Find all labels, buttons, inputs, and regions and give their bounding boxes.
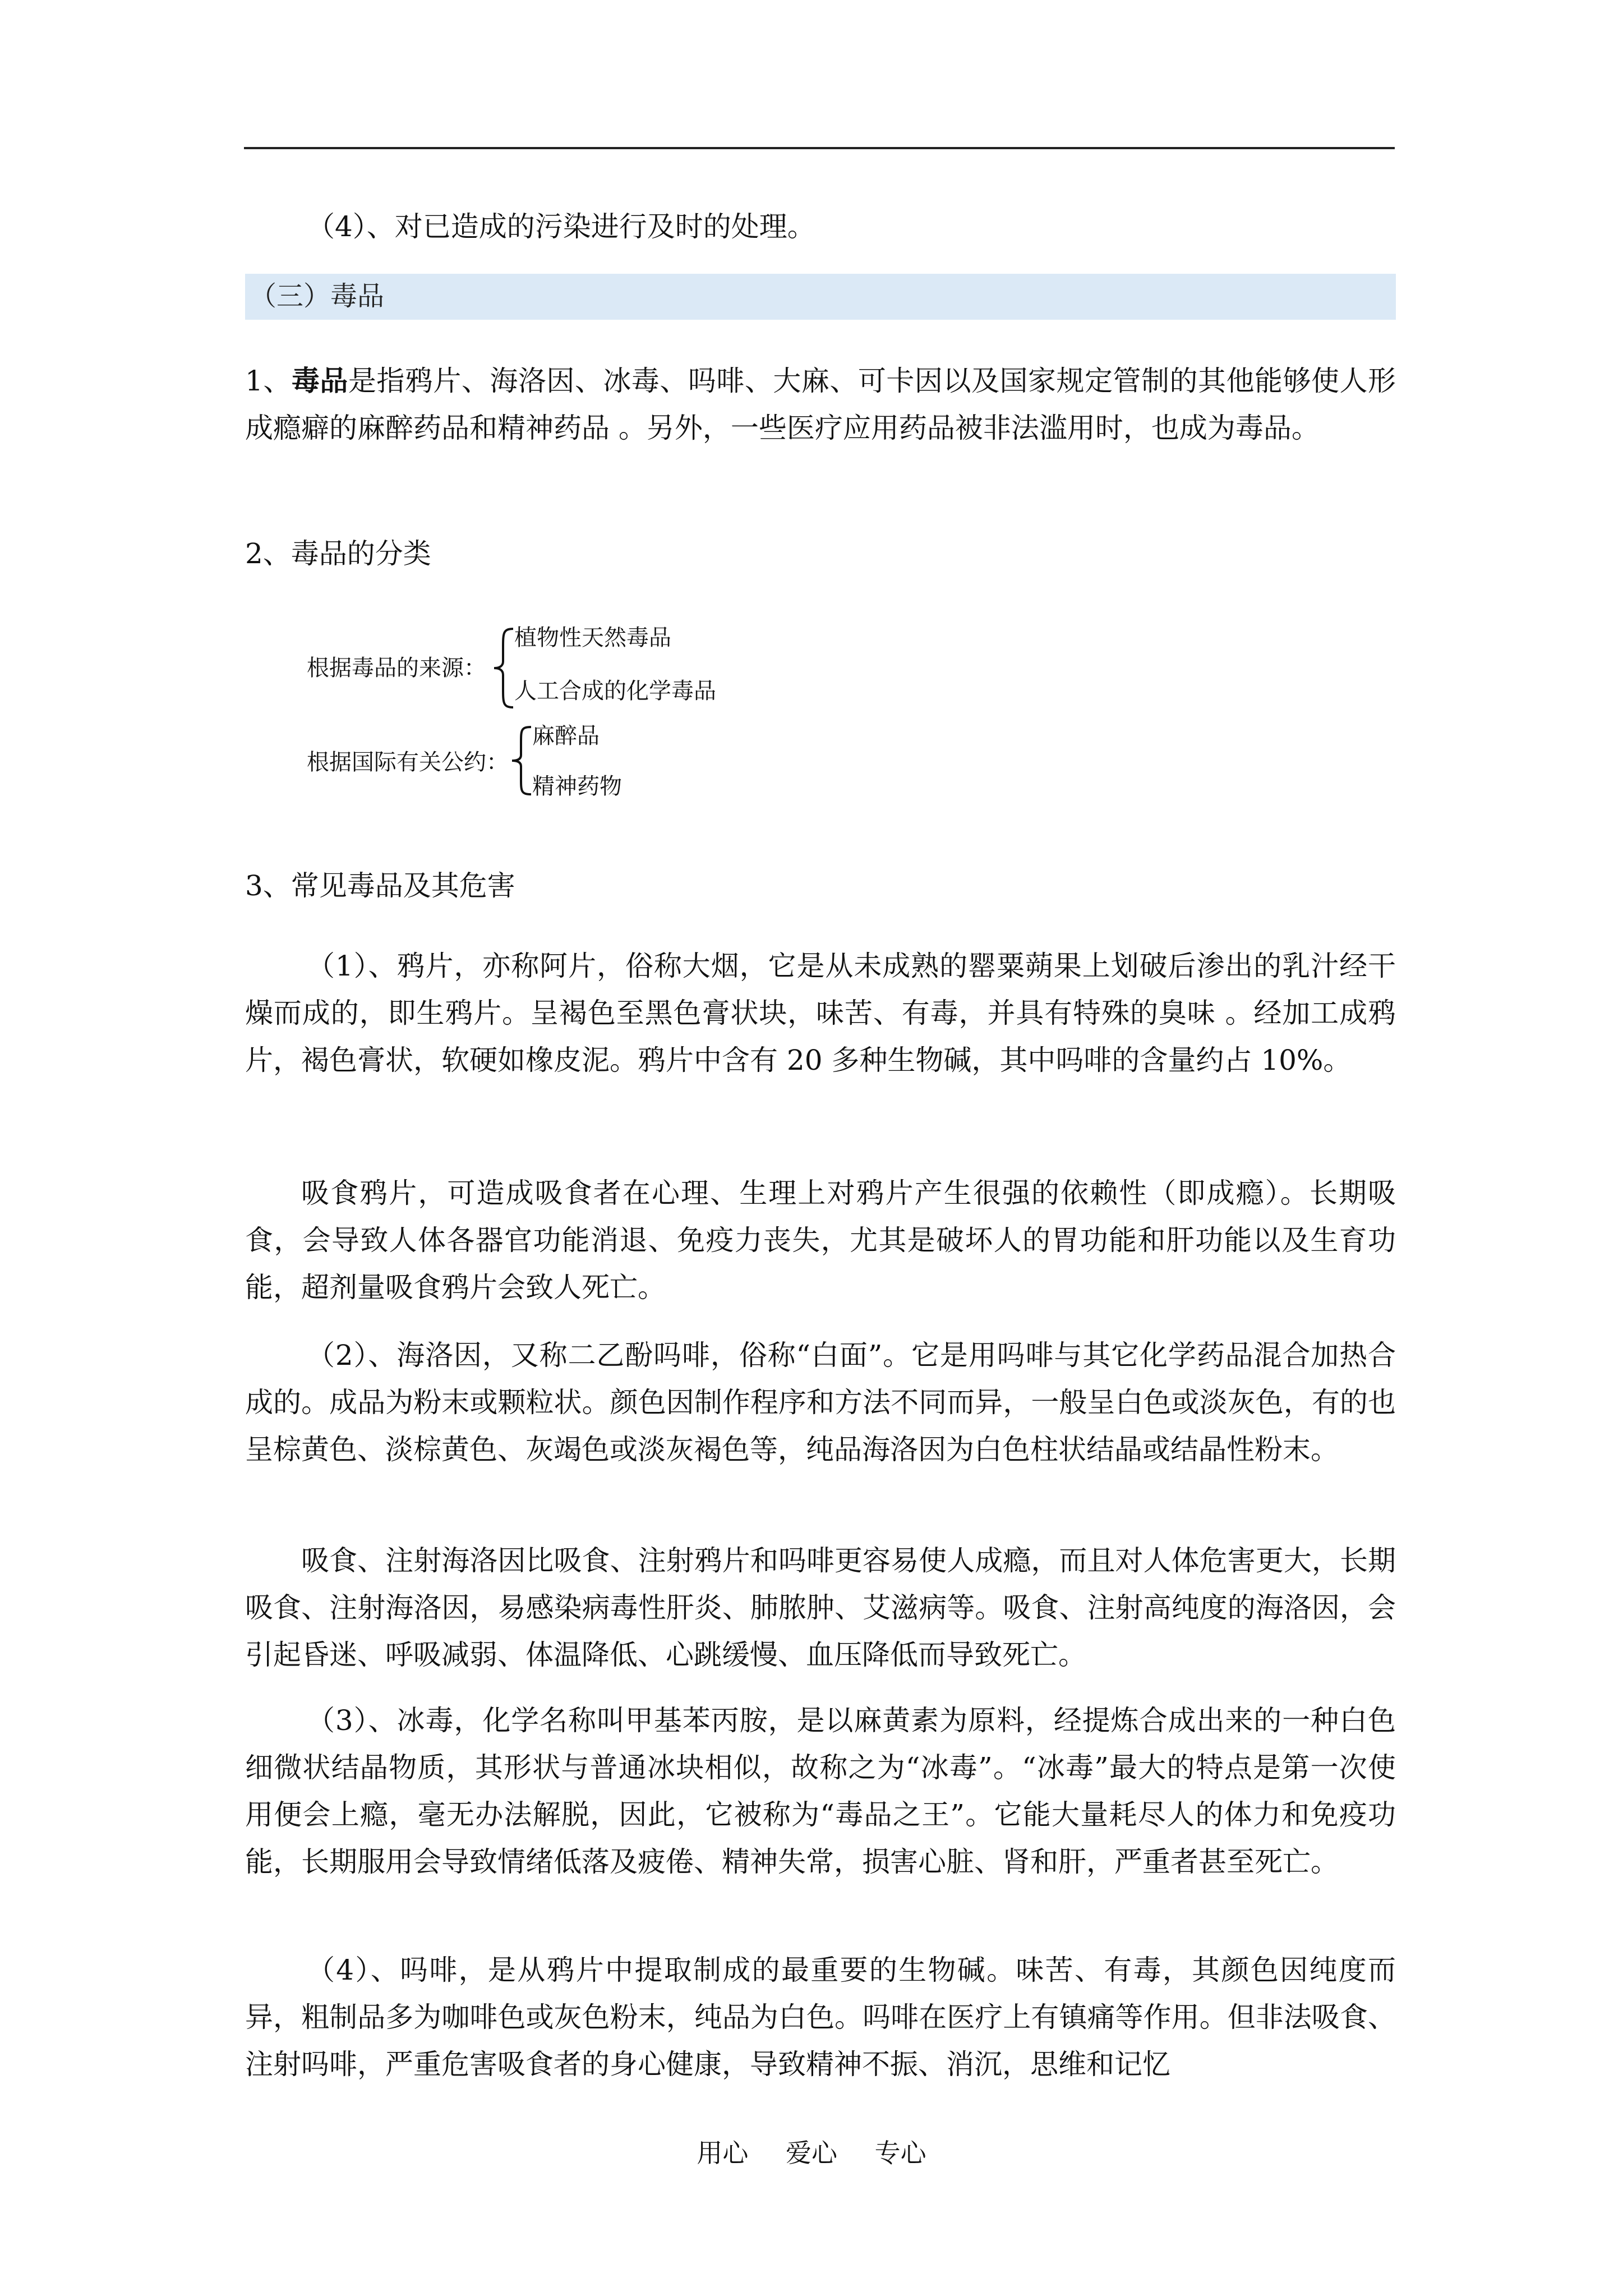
diagram-group2-label: 根据国际有关公约： (307, 749, 509, 775)
diagram-group1-item-1: 植物性天然毒品 (514, 625, 671, 651)
diagram-group2-item-2: 精神药物 (532, 774, 622, 799)
footer-word-3: 专心 (874, 2138, 926, 2168)
diagram-group1-label: 根据毒品的来源： (307, 655, 486, 681)
para-heroin-harm: 吸食、注射海洛因比吸食、注射鸦片和吗啡更容易使人成瘾，而且对人体危害更大，长期吸食、注射海洛因，易感染病毒性肝炎、肺脓肿、艾滋病等。吸食、注射高纯度的海洛因，会引起昏迷、呼吸减弱、体温降低、心跳缓慢、血压降低而导致死亡。 (245, 1544, 1396, 1671)
para-pollution-treatment: （4）、对已造成的污染进行及时的处理。 (307, 210, 815, 243)
para-morphine: （4）、吗啡，是从鸦片中提取制成的最重要的生物碱。味苦、有毒，其颜色因纯度而异，粗制品多为咖啡色或灰色粉末，纯品为白色。吗啡在医疗上有镇痛等作用。但非法吸食、注射吗啡，严重危害吸食者的身心健康，导致精神不振、消沉，思维和记忆 (245, 1954, 1396, 2081)
classification-heading: 2、毒品的分类 (245, 537, 431, 570)
brace-icon (491, 625, 518, 710)
diagram-group2-item-1: 麻醉品 (532, 723, 600, 749)
para-opium: （1）、鸦片，亦称阿片，俗称大烟，它是从未成熟的罂粟蒴果上划破后渗出的乳汁经干燥而成的，即生鸦片。呈褐色至黑色膏状块，味苦、有毒，并具有特殊的臭味 。经加工成鸦片，褐色膏状，软硬如橡皮泥。鸦片中含有 20 多种生物碱，其中吗啡的含量约占 10%。 (245, 950, 1396, 1076)
definition-term: 毒品 (291, 364, 348, 397)
para-heroin: （2）、海洛因，又称二乙酚吗啡，俗称“白面”。它是用吗啡与其它化学药品混合加热合成的。成品为粉末或颗粒状。颜色因制作程序和方法不同而异，一般呈白色或淡灰色，有的也呈棕黄色、淡棕黄色、灰竭色或淡灰褐色等，纯品海洛因为白色柱状结晶或结晶性粉末。 (245, 1339, 1396, 1466)
brace-icon (509, 724, 536, 797)
definition-prefix: 1、 (245, 365, 292, 397)
classification-diagram (307, 609, 868, 816)
page-footer (0, 2136, 1623, 2170)
section-heading-bar (245, 274, 1396, 320)
para-opium-harm: 吸食鸦片，可造成吸食者在心理、生理上对鸦片产生很强的依赖性（即成瘾）。长期吸食，会导致人体各器官功能消退、免疫力丧失，尤其是破坏人的胃功能和肝功能以及生育功能，超剂量吸食鸦片会致人死亡。 (245, 1177, 1396, 1304)
definition-text: 是指鸦片、海洛因、冰毒、吗啡、大麻、可卡因以及国家规定管制的其他能够使人形成瘾癖的麻醉药品和精神药品 。另外，一些医疗应用药品被非法滥用时，也成为毒品。 (245, 365, 1396, 444)
para-ice: （3）、冰毒，化学名称叫甲基苯丙胺，是以麻黄素为原料，经提炼合成出来的一种白色细微状结晶物质，其形状与普通冰块相似，故称之为“冰毒”。“冰毒”最大的特点是第一次使用便会上瘾，毫无办法解脱，因此，它被称为“毒品之王”。它能大量耗尽人的体力和免疫功能，长期服用会导致情绪低落及疲倦、精神失常，损害心脏、肾和肝，严重者甚至死亡。 (245, 1704, 1396, 1878)
definition-paragraph (245, 357, 1396, 452)
footer-word-2: 爱心 (786, 2138, 837, 2168)
header-rule (244, 147, 1395, 149)
diagram-group1-item-2: 人工合成的化学毒品 (514, 678, 716, 704)
common-drugs-heading: 3、常见毒品及其危害 (245, 869, 515, 902)
footer-word-1: 用心 (697, 2138, 749, 2168)
section-title: （三）毒品 (250, 280, 385, 312)
